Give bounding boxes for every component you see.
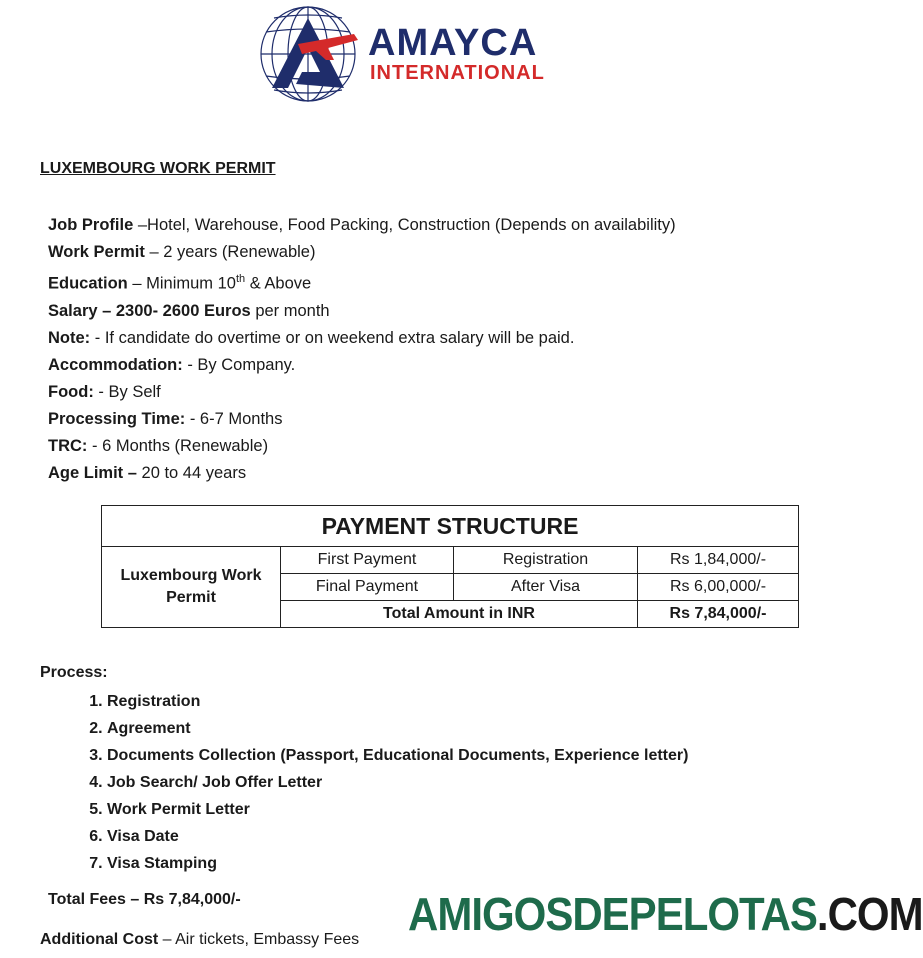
detail-job-profile: Job Profile –Hotel, Warehouse, Food Packing, Construction (Depends on availability) <box>48 216 676 234</box>
process-step: 4. Job Search/ Job Offer Letter <box>107 769 688 796</box>
process-step: 7. Visa Stamping <box>107 850 688 877</box>
detail-trc: TRC: - 6 Months (Renewable) <box>48 436 269 455</box>
process-step: 6. Visa Date <box>107 823 688 850</box>
additional-cost: Additional Cost – Air tickets, Embassy Fees <box>40 931 360 948</box>
total-amount-cell: Rs 7,84,000/- <box>638 601 799 628</box>
process-steps <box>76 688 688 877</box>
table-row <box>102 547 799 574</box>
detail-education: Education – Minimum 10th & Above <box>48 273 312 293</box>
detail-processing-time: Processing Time: - 6-7 Months <box>48 409 283 428</box>
total-label-cell: Total Amount in INR <box>281 601 638 628</box>
detail-work-permit: Work Permit – 2 years (Renewable) <box>48 243 316 261</box>
globe-icon <box>258 4 362 104</box>
logo-subtitle: INTERNATIONAL <box>370 62 545 84</box>
product-cell: Luxembourg Work Permit <box>102 547 281 628</box>
payment-name-cell: First Payment <box>281 547 454 574</box>
company-logo <box>258 4 558 104</box>
page-title: LUXEMBOURG WORK PERMIT <box>40 160 276 177</box>
detail-note: Note: - If candidate do overtime or on weekend extra salary will be paid. <box>48 328 575 347</box>
process-label: Process: <box>40 664 108 681</box>
detail-salary: Salary – 2300- 2600 Euros per month <box>48 301 330 320</box>
payment-amount-cell: Rs 6,00,000/- <box>638 574 799 601</box>
logo-brand-name: AMAYCA <box>368 22 538 64</box>
payment-stage-cell: After Visa <box>454 574 638 601</box>
process-step: 2. Agreement <box>107 715 688 742</box>
payment-name-cell: Final Payment <box>281 574 454 601</box>
process-step: 5. Work Permit Letter <box>107 796 688 823</box>
payment-stage-cell: Registration <box>454 547 638 574</box>
detail-food: Food: - By Self <box>48 382 161 401</box>
payment-amount-cell: Rs 1,84,000/- <box>638 547 799 574</box>
process-step: 1. Registration <box>107 688 688 715</box>
watermark: AMIGOSDEPELOTAS.COM <box>408 888 923 940</box>
detail-age-limit: Age Limit – 20 to 44 years <box>48 463 247 482</box>
detail-accommodation: Accommodation: - By Company. <box>48 355 296 374</box>
job-details <box>48 212 676 487</box>
payment-heading: PAYMENT STRUCTURE <box>102 506 799 547</box>
process-step: 3. Documents Collection (Passport, Educational Documents, Experience letter) <box>107 742 688 769</box>
total-fees: Total Fees – Rs 7,84,000/- <box>48 891 241 908</box>
payment-structure-table <box>101 505 799 628</box>
